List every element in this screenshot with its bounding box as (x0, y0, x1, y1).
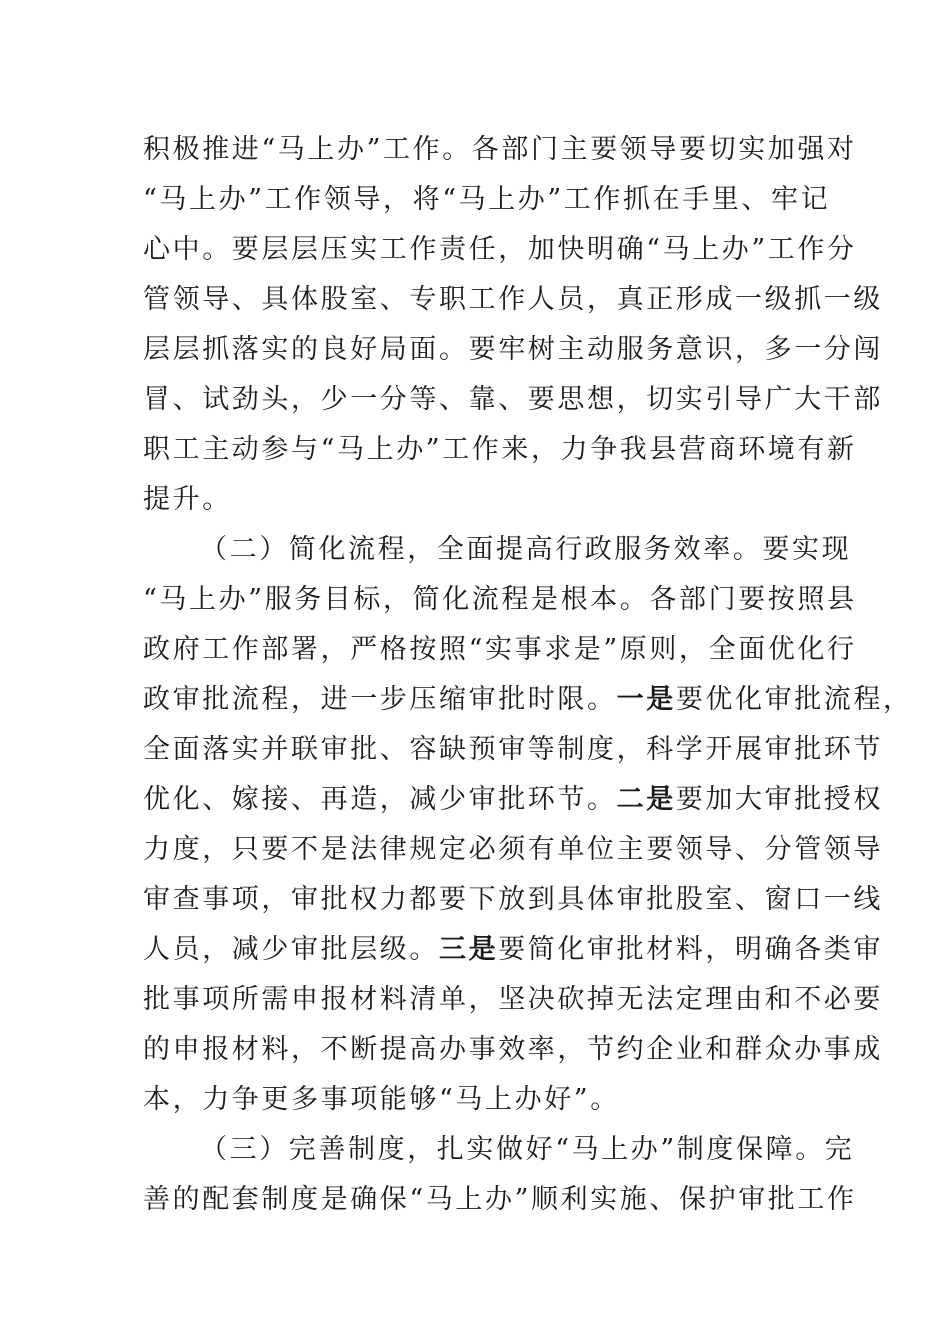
text-segment: 人员，减少审批层级。 (143, 934, 439, 965)
text-line: 审查事项，审批权力都要下放到具体审批股室、窗口一线 (143, 884, 883, 915)
text-line: 管领导、具体股室、专职工作人员，真正形成一级抓一级 (143, 284, 883, 315)
text-line: 善的配套制度是确保“马上办”顺利实施、保护审批工作 (143, 1184, 857, 1215)
text-segment: 优化、嫁接、再造，减少审批环节。 (143, 784, 617, 815)
text-line: 积极推进“马上办”工作。各部门主要领导要切实加强对 (143, 134, 857, 165)
text-segment: 要优化审批流程， (675, 684, 913, 715)
text-segment: 政审批流程，进一步压缩审批时限。 (143, 684, 617, 715)
text-line: 全面落实并联审批、容缺预审等制度，科学开展审批环节 (143, 734, 883, 765)
text-line: “马上办”服务目标，简化流程是根本。各部门要按照县 (143, 584, 857, 615)
bold-marker: 二是 (616, 784, 676, 815)
section-heading-line: （三）完善制度，扎实做好“马上办”制度保障。完 (200, 1134, 855, 1165)
text-line: “马上办”工作领导，将“马上办”工作抓在手里、牢记 (143, 184, 831, 215)
text-line: 提升。 (143, 484, 232, 515)
text-line: 批事项所需申报材料清单，坚决砍掉无法定理由和不必要 (143, 984, 883, 1015)
text-segment: 要加大审批授权 (675, 784, 884, 815)
bold-marker: 三是 (439, 934, 499, 965)
text-line (143, 782, 884, 818)
text-line: 本，力争更多事项能够“马上办好”。 (143, 1084, 620, 1115)
text-segment: 要简化审批材料，明确各类审 (498, 934, 884, 965)
text-line: 冒、试劲头，少一分等、靠、要思想，切实引导广大干部 (143, 384, 883, 415)
text-line: 力度，只要不是法律规定必须有单位主要领导、分管领导 (143, 834, 883, 865)
text-line: 政府工作部署，严格按照“实事求是”原则，全面优化行 (143, 634, 857, 665)
section-heading-line: （二）简化流程，全面提高行政服务效率。要实现 (200, 534, 852, 565)
bold-marker: 一是 (616, 684, 676, 715)
text-line (143, 932, 884, 968)
text-line: 心中。要层层压实工作责任，加快明确“马上办”工作分 (143, 234, 857, 265)
text-line: 层层抓落实的良好局面。要牢树主动服务意识，多一分闯 (143, 334, 883, 365)
text-line: 的申报材料，不断提高办事效率，节约企业和群众办事成 (143, 1034, 883, 1065)
text-line (143, 682, 913, 718)
text-line: 职工主动参与“马上办”工作来，力争我县营商环境有新 (143, 434, 857, 465)
